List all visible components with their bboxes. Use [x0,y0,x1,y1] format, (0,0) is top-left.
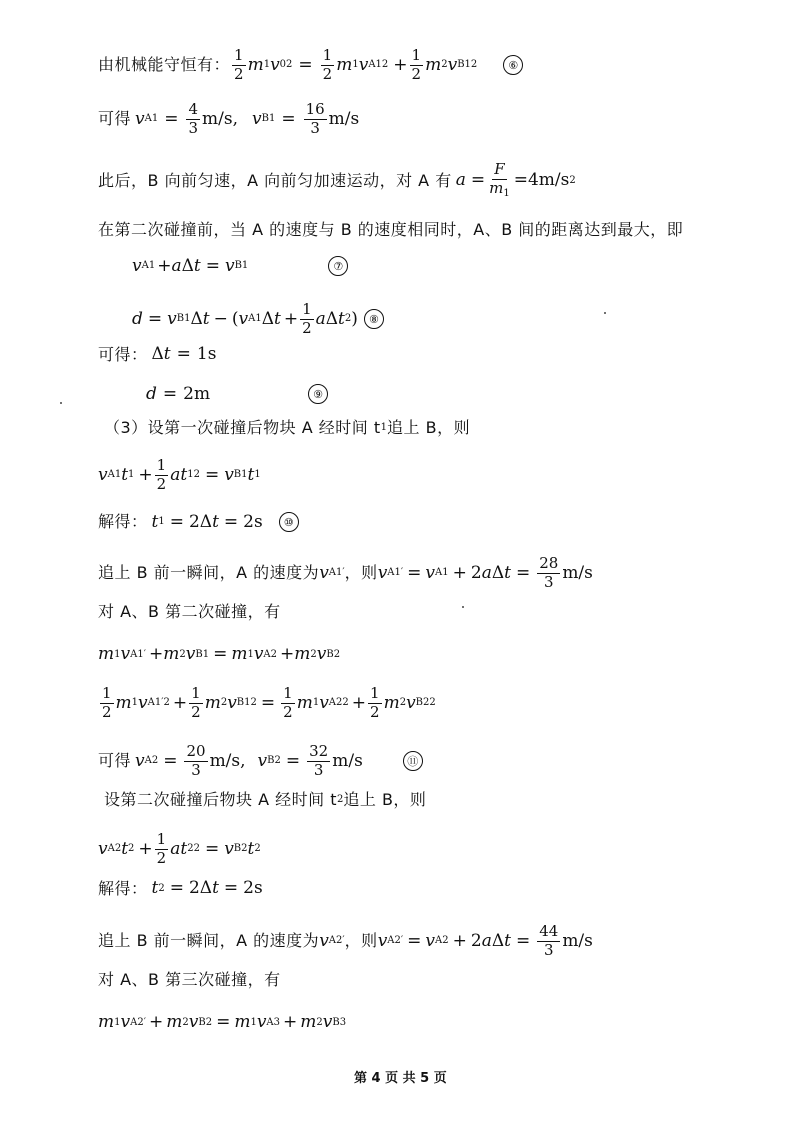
equation-label: ⑩ [279,512,299,532]
eq-va1-prime: 追上 B 前一瞬间，A 的速度为 v A1 ′ ，则 v A1 ′ = v A1 + 2 a Δ t = $\frac{28}{3}$ m/s [98,554,593,591]
eq-t2: 解得： t 2 = 2Δ t = 2s [98,878,263,898]
fraction-half: $\frac{1}{2}$ [234,46,244,83]
fraction: $\frac{16}{3}$ [305,100,325,137]
eq-equal-speed: v A1 + a Δ t = v B1 ⑦ [132,256,348,276]
fraction-half: $\frac{1}{2}$ [302,300,312,337]
fraction: $\frac{4}{3}$ [188,100,199,137]
fraction-half: $\frac{1}{2}$ [156,830,167,867]
eq-t1: 解得： t 1 = 2Δ t = 2s ⑩ [98,512,299,532]
eq-energy-conservation: 由机械能守恒有： $\frac{1}{2}$ m 1 v 0 2 = $\frac{1}{2}$ m 1 v A1 2 + $\frac{1}{2}$ m 2 v B1 2 ⑥ [98,48,523,83]
eq-momentum-3: m 1 v A2 ′ + m 2 v B2 = m 1 v A3 + m 2 v B3 [98,1012,347,1032]
eq-energy-2: $\frac{1}{2}$ m 1 v A1 ′2 + $\frac{1}{2}$ m 2 v B1 2 = $\frac{1}{2}$ m 1 v A2 2 + $\frac{1}{2}$ m 2 v B2 2 [102,684,436,721]
fraction: $\frac{32}{3}$ [309,742,329,779]
eq-acceleration: 此后，B 向前匀速，A 向前匀加速运动，对 A 有 a = $\frac{F}{m_1}$ = 4m/s 2 [98,160,576,199]
scan-speck [60,402,62,404]
third-collision-text: 对 A、B 第三次碰撞，有 [98,970,281,989]
equation-label: ⑨ [308,384,328,404]
get-label: 可得 [98,109,132,129]
eq-catch-up-2: v A2 t 2 + $\frac{1}{2}$ at 2 2 = v B2 t 2 [98,830,261,867]
fraction-half: $\frac{1}{2}$ [156,456,167,493]
eq-velocities-first: 可得 v A1 = $\frac{4}{3}$ m/s , v B1 = $\frac{16}{3}$ m/s [98,100,360,137]
part-3-second: 设第二次碰撞后物块 A 经时间 t 2 追上 B，则 [104,790,427,809]
second-collision-text: 对 A、B 第二次碰撞，有 [98,602,281,621]
eq-velocities-second: 可得 v A2 = $\frac{20}{3}$ m/s , v B2 = $\frac{32}{3}$ m/s ⑪ [98,744,423,779]
eq-va2-prime: 追上 B 前一瞬间，A 的速度为 v A2 ′ ，则 v A2 ′ = v A2 + 2 a Δ t = $\frac{44}{3}$ m/s [98,922,593,959]
eq-momentum-2: m 1 v A1 ′ + m 2 v B1 = m 1 v A2 + m 2 v B2 [98,644,341,664]
equation-label: ⑥ [503,55,523,75]
fraction-half: $\frac{1}{2}$ [191,684,201,721]
fraction: $\frac{F}{m_1}$ [489,160,510,199]
fraction: $\frac{44}{3}$ [539,922,559,959]
paragraph-before-second: 在第二次碰撞前，当 A 的速度与 B 的速度相同时，A、B 间的距离达到最大，即 [98,220,684,239]
fraction-half: $\frac{1}{2}$ [322,46,333,83]
eq-d-value: d = 2m ⑨ [146,384,328,404]
equation-label: ⑪ [403,751,423,771]
scan-speck [604,312,606,314]
eq-max-distance: d = v B1 Δ t − ( v A1 Δ t + $\frac{1}{2}$ a Δ t 2 ) ⑧ [132,302,384,337]
fraction-half: $\frac{1}{2}$ [102,684,112,721]
eq-catch-up-1: v A1 t 1 + $\frac{1}{2}$ at 1 2 = v B1 t 1 [98,456,261,493]
mech-energy-label: 由机械能守恒有： [98,55,231,75]
fraction: $\frac{28}{3}$ [539,554,559,591]
fraction-half: $\frac{1}{2}$ [370,684,380,721]
scan-speck [462,606,464,608]
after-text: 此后，B 向前匀速，A 向前匀加速运动，对 A 有 [98,170,452,190]
equation-label: ⑧ [364,309,384,329]
page-footer: 第 4 页 共 5 页 [354,1071,447,1086]
fraction: $\frac{20}{3}$ [186,742,206,779]
equation-label: ⑦ [328,256,348,276]
fraction-half: $\frac{1}{2}$ [411,46,422,83]
part-3-heading: （3）设第一次碰撞后物块 A 经时间 t 1 追上 B，则 [104,418,471,437]
fraction-half: $\frac{1}{2}$ [283,684,293,721]
eq-delta-t: 可得： Δ t = 1s [98,344,217,364]
